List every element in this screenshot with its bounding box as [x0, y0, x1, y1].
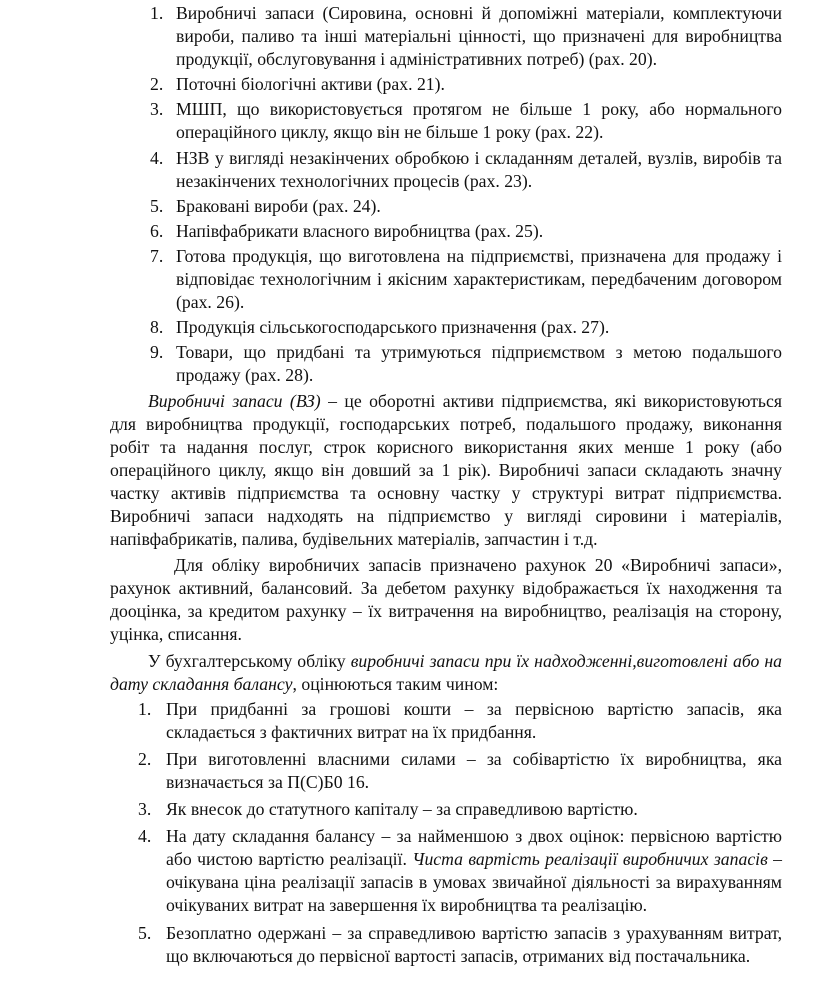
list-item-text: Товари, що придбані та утримуються підприємством з метою подальшого продажу (рах. 28).: [176, 342, 782, 386]
list-item: [110, 825, 782, 917]
definition-text: – це оборотні активи підприємства, які використовуються для виробництва продукції, господарських потреб, подальшого продажу, виконання робіт та надання послуг, строк корисного використання яких менше 1 року (або операційного циклу, якщо він довший за 1 рік). Виробничі запаси складають значну частку активів підприємства та основну частку у структурі витрат підприємства. Виробничі запаси надходять на підприємство у вигляді сировини і матеріалів, напівфабрикатів, палива, будівельних матеріалів, запчастин і т.д.: [110, 390, 782, 550]
intro-text-after: , оцінюються таким чином:: [292, 673, 499, 694]
list-number: 9.: [150, 342, 164, 363]
list-item-italic-term: Чиста вартість реалізації виробничих запасів: [412, 849, 768, 870]
list-item-text: Виробничі запаси (Сировина, основні й допоміжні матеріали, комплектуючи вироби, паливо та інші матеріальні цінності, що призначені для виробництва продукції, обслуговування і адміністративних потреб) (рах. 20).: [176, 3, 782, 70]
list-item: [110, 748, 782, 794]
list-item: [110, 698, 782, 744]
list-item: [110, 195, 782, 218]
list-item-text: При придбанні за грошові кошти – за первісною вартістю запасів, яка складається з фактичних витрат на їх придбання.: [166, 698, 782, 742]
list-number: 8.: [150, 317, 164, 338]
list-number: 5.: [138, 922, 152, 943]
list-item: [110, 341, 782, 387]
list-item-text: Готова продукція, що виготовлена на підприємстві, призначена для продажу і відповідає технологічним і якісним характеристикам, передбаченим договором (рах. 26).: [176, 245, 782, 313]
definition-paragraph: [110, 390, 782, 552]
list-number: 4.: [138, 826, 152, 847]
list-item: [110, 922, 782, 968]
list-number: 2.: [138, 748, 152, 769]
list-number: 3.: [150, 99, 164, 120]
list-number: 1.: [150, 3, 164, 23]
list-item-text-after: – очікувана ціна реалізації запасів в умовах звичайної діяльності за вирахуванням очікуваних витрат на завершення їх виробництва та реалізацію.: [166, 849, 783, 916]
list-item: [110, 98, 782, 144]
list-item: [110, 316, 782, 339]
list-item-text: МШП, що використовується протягом не більше 1 року, або нормального операційного циклу, якщо він не більше 1 року (рах. 22).: [176, 99, 782, 143]
list-number: 4.: [150, 147, 164, 168]
list-number: 6.: [150, 220, 164, 241]
list-number: 1.: [138, 698, 152, 719]
list-item-text: НЗВ у вигляді незакінчених обробкою і складанням деталей, вузлів, виробів та незакінчених технологічних процесів (рах. 23).: [176, 147, 782, 191]
list-item: [110, 2, 782, 71]
intro-italic-text: виробничі запаси при їх надходженні,виготовлені або на дату складання балансу: [110, 650, 782, 694]
valuation-methods-list: [110, 698, 782, 968]
list-item-text-before: На дату складання балансу – за найменшою з двох оцінок: первісною вартістю або чистою вартістю реалізації.: [166, 826, 782, 870]
list-item-text: Поточні біологічні активи (рах. 21).: [176, 74, 445, 95]
account-paragraph: Для обліку виробничих запасів призначено рахунок 20 «Виробничі запаси», рахунок активний, балансовий. За дебетом рахунку відображається їх находження та дооцінка, за кредитом рахунку – їх витрачення на виробництво, реалізація на сторону, уцінка, списання.: [110, 555, 782, 645]
list-item-text: Напівфабрикати власного виробництва (рах. 25).: [176, 220, 544, 241]
inventory-types-list: [110, 2, 782, 388]
list-item-text: Як внесок до статутного капіталу – за справедливою вартістю.: [166, 799, 638, 820]
list-item-text: При виготовленні власними силами – за собівартістю їх виробництва, яка визначається за П(С)Б0 16.: [166, 748, 782, 792]
defined-term: Виробничі запаси (ВЗ): [148, 390, 321, 411]
list-item: [110, 147, 782, 193]
list-item: [110, 73, 782, 96]
list-item: [110, 220, 782, 243]
list-number: 7.: [150, 245, 164, 266]
intro-text-before: У бухгалтерському обліку: [148, 650, 351, 671]
list-item-text: Браковані вироби (рах. 24).: [176, 195, 381, 216]
list-item: [110, 798, 782, 821]
list-number: 2.: [150, 74, 164, 95]
list-item-text: Продукція сільськогосподарського призначення (рах. 27).: [176, 317, 610, 338]
list-item-text: Безоплатно одержані – за справедливою вартістю запасів з урахуванням витрат, що включаються до первісної вартості запасів, отриманих від постачальника.: [166, 922, 782, 966]
list-number: 3.: [138, 799, 152, 820]
list-item: [110, 245, 782, 314]
valuation-intro-paragraph: [110, 650, 782, 696]
list-number: 5.: [150, 195, 164, 216]
